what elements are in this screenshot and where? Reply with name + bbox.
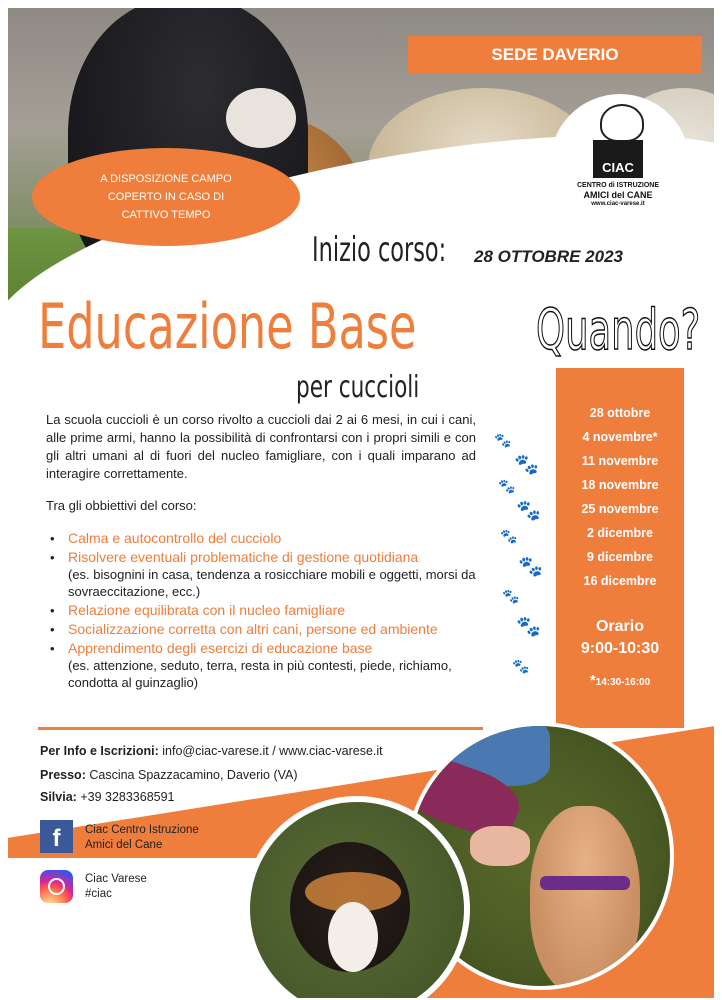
objectives-list xyxy=(46,530,486,693)
logo-line1: CENTRO di ISTRUZIONE xyxy=(576,182,660,189)
sede-banner: SEDE DAVERIO xyxy=(408,36,702,74)
presso-line xyxy=(40,768,298,782)
instagram-icon[interactable] xyxy=(40,870,73,903)
intro-paragraph: La scuola cuccioli è un corso rivolto a cuccioli dai 2 ai 6 mesi, in cui i cani, alle prime armi, hanno la possibilità di confrontarsi con i propri simili e con gli altri umani al di fuori del nucleo famigliare, con i quali imparano ad interagire correttamente. xyxy=(46,412,476,481)
list-item xyxy=(46,602,486,619)
divider xyxy=(38,727,483,730)
list-item xyxy=(46,549,486,600)
date-item: 28 ottobre xyxy=(589,406,651,420)
harness xyxy=(540,876,630,890)
logo-name: CIAC xyxy=(593,140,643,178)
objective-note: (es. bisognini in casa, tendenza a rosicchiare mobili e oggetti, morsi da sovraeccitazione, ecc.) xyxy=(68,567,476,599)
facebook-line2: Amici del Cane xyxy=(85,839,163,851)
logo-line2: AMICI del CANE xyxy=(583,190,653,200)
orario-note-time: 14:30-16:00 xyxy=(595,677,651,688)
phone-line xyxy=(40,790,175,804)
paw-icon: 🐾 xyxy=(494,432,512,448)
shiba-puppy xyxy=(530,806,640,990)
dog-logo-icon xyxy=(600,104,644,142)
date-item: 18 novembre xyxy=(581,478,659,492)
facebook-line1: Ciac Centro Istruzione xyxy=(85,824,199,836)
facebook-text[interactable] xyxy=(85,823,199,853)
puppy-face xyxy=(328,902,378,972)
covered-field-text: A DISPOSIZIONE CAMPO COPERTO IN CASO DI CATTIVO TEMPO xyxy=(100,173,232,221)
start-label: Inizio corso: xyxy=(312,230,447,270)
course-subtitle: per cuccioli xyxy=(296,370,420,405)
schedule-heading: Quando? xyxy=(536,298,701,363)
paw-icon: 🐾 xyxy=(502,588,520,604)
bulldog-chest xyxy=(226,88,296,148)
course-title: Educazione Base xyxy=(38,290,417,363)
paw-icon: 🐾 xyxy=(518,556,543,578)
flyer xyxy=(8,8,714,998)
paw-icon: 🐾 xyxy=(514,454,539,476)
facebook-icon[interactable]: f xyxy=(40,820,73,853)
paw-icon: 🐾 xyxy=(500,528,518,544)
date-item: 4 novembre* xyxy=(582,430,658,444)
list-item xyxy=(46,621,486,638)
covered-field-note xyxy=(32,148,300,246)
orario-time: 9:00-10:30 xyxy=(580,640,660,657)
info-line xyxy=(40,744,383,758)
objective-title: • Risolvere eventuali problematiche di gestione quotidiana xyxy=(68,549,419,565)
objectives-heading: Tra gli obbiettivi del corso: xyxy=(46,498,197,513)
logo-url: www.ciac-varese.it xyxy=(591,201,645,207)
instagram-line1: Ciac Varese xyxy=(85,873,147,885)
presso-label: Presso: xyxy=(40,768,86,782)
presso-value: Cascina Spazzacamino, Daverio (VA) xyxy=(89,768,298,782)
paw-icon: 🐾 xyxy=(516,616,541,638)
info-value[interactable]: info@ciac-varese.it / www.ciac-varese.it xyxy=(162,744,383,758)
silvia-label: Silvia: xyxy=(40,790,77,804)
list-item xyxy=(46,640,486,691)
instagram-line2: #ciac xyxy=(85,888,112,900)
date-item: 25 novembre xyxy=(581,502,659,516)
date-item: 9 dicembre xyxy=(586,550,653,564)
orario-note xyxy=(556,672,684,689)
objective-title: • Apprendimento degli esercizi di educazione base xyxy=(68,640,373,656)
hand xyxy=(470,826,530,866)
schedule-dates xyxy=(556,401,684,593)
instagram-text[interactable] xyxy=(85,872,147,902)
date-item: 16 dicembre xyxy=(583,574,657,588)
orario-note-star: * xyxy=(589,672,596,689)
objective-title: • Relazione equilibrata con il nucleo famigliare xyxy=(68,602,346,618)
objective-title: • Calma e autocontrollo del cucciolo xyxy=(68,530,282,546)
orario-block xyxy=(556,616,684,660)
paw-icon: 🐾 xyxy=(498,478,516,494)
objective-note: (es. attenzione, seduto, terra, resta in più contesti, piede, richiamo, condotta al guinzaglio) xyxy=(68,658,452,690)
paw-icon: 🐾 xyxy=(516,500,541,522)
date-item: 11 novembre xyxy=(581,454,659,468)
start-date: 28 OTTOBRE 2023 xyxy=(474,247,623,266)
date-item: 2 dicembre xyxy=(586,526,653,540)
silvia-value[interactable]: +39 3283368591 xyxy=(80,790,175,804)
objective-title: • Socializzazione corretta con altri cani, persone ed ambiente xyxy=(68,621,438,637)
list-item xyxy=(46,530,486,547)
orario-label: Orario xyxy=(595,618,644,635)
info-label: Per Info e Iscrizioni: xyxy=(40,744,159,758)
paw-icon: 🐾 xyxy=(512,658,530,674)
